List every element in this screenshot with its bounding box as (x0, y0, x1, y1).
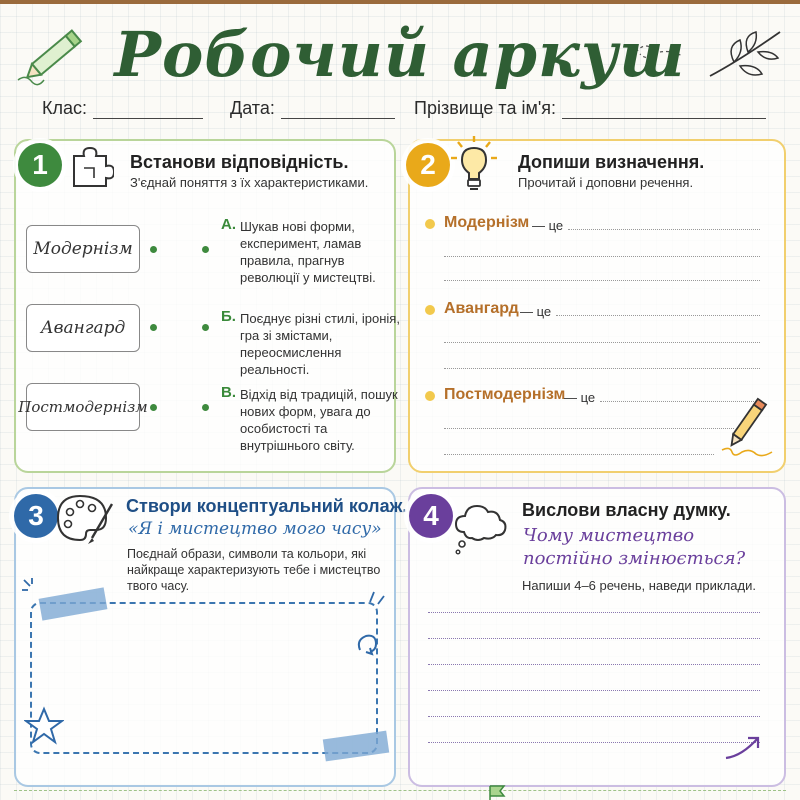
date-line[interactable] (281, 101, 395, 119)
option-text-a: Шукав нові форми, експеримент, ламав правила, прагнув революції у мистецтві. (240, 219, 376, 285)
name-label: Прізвище та ім'я: (414, 98, 557, 118)
answer-line[interactable] (444, 454, 714, 455)
lightbulb-icon (448, 134, 500, 194)
option-connector-dot[interactable] (202, 246, 209, 253)
answer-line[interactable] (568, 229, 760, 230)
term-connector-dot[interactable] (150, 324, 157, 331)
option-text-c: Відхід від традицій, пошук нових форм, увага до особистості та внутрішнього світу. (240, 387, 398, 453)
arrow-icon (354, 632, 382, 658)
header-fields (0, 98, 800, 122)
puzzle-icon (68, 146, 114, 188)
bullet-dot (425, 305, 435, 315)
collage-area[interactable] (30, 602, 378, 754)
writing-line[interactable] (428, 742, 760, 743)
definition-term-modernism: Модернізм (444, 214, 530, 231)
answer-line[interactable] (444, 256, 760, 257)
thought-cloud-icon (452, 498, 510, 558)
writing-line[interactable] (428, 612, 760, 613)
term-box-postmodernism[interactable]: Постмодернізм (26, 383, 140, 431)
sparkle-icon (20, 576, 42, 596)
name-field[interactable] (414, 98, 766, 119)
palette-icon (52, 490, 118, 550)
option-letter-c: В. (221, 384, 236, 401)
class-label: Клас: (42, 98, 87, 118)
task-number-badge: 4 (409, 494, 453, 538)
pencil-icon (716, 392, 782, 462)
answer-line[interactable] (444, 342, 760, 343)
definition-term-avantgarde: Авангард (444, 300, 519, 317)
star-icon (24, 706, 64, 746)
class-line[interactable] (93, 101, 203, 119)
name-line[interactable] (562, 101, 766, 119)
bottom-border (14, 790, 786, 800)
writing-line[interactable] (428, 716, 760, 717)
definition-suffix: — це (564, 390, 596, 405)
answer-line[interactable] (444, 428, 734, 429)
card2-title: Допиши визначення. (518, 152, 705, 172)
option-connector-dot[interactable] (202, 404, 209, 411)
answer-line[interactable] (444, 280, 760, 281)
class-field[interactable] (42, 98, 203, 119)
writing-line[interactable] (428, 638, 760, 639)
sparkle-icon (362, 586, 390, 608)
writing-line[interactable] (428, 690, 760, 691)
card4-question-line1: Чому мистецтво (523, 525, 695, 546)
task-number-badge: 3 (14, 494, 58, 538)
card4-title: Вислови власну думку. (522, 500, 731, 520)
term-box-avantgarde[interactable]: Авангард (26, 304, 140, 352)
task-number-badge: 1 (18, 143, 62, 187)
date-field[interactable] (230, 98, 395, 119)
term-connector-dot[interactable] (150, 404, 157, 411)
definition-term-postmodernism: Постмодернізм (444, 386, 566, 403)
option-text-b: Поєднує різні стилі, іронія, гра зі змістами, переосмислення реальності. (240, 311, 400, 377)
card4-instruction: Напиши 4–6 речень, наведи приклади. (522, 578, 756, 593)
card4-question-line2: постійно змінюється? (523, 548, 746, 569)
card3-subtitle: «Я і мистецтво мого часу» (128, 519, 382, 539)
card1-title: Встанови відповідність. (130, 152, 349, 172)
page-title: Робочий аркуш (114, 18, 686, 91)
definition-suffix: — це (520, 304, 552, 319)
bullet-dot (425, 391, 435, 401)
task-number-badge: 2 (406, 143, 450, 187)
flag-icon (486, 784, 510, 800)
term-box-modernism[interactable]: Модернізм (26, 225, 140, 273)
option-letter-b: Б. (221, 308, 236, 325)
date-label: Дата: (230, 98, 275, 118)
card3-title: Створи концептуальний колаж. (126, 496, 408, 516)
card3-description: Поєднай образи, символи та кольори, які найкраще характеризують тебе і мистецтво твого часу. (127, 547, 381, 593)
card2-subtitle: Прочитай і доповни речення. (518, 175, 694, 190)
card1-subtitle: З'єднай поняття з їх характеристиками. (130, 175, 369, 190)
arrow-icon (722, 730, 768, 764)
option-letter-a: А. (221, 216, 236, 233)
bullet-dot (425, 219, 435, 229)
term-connector-dot[interactable] (150, 246, 157, 253)
top-border (0, 0, 800, 4)
definition-suffix: — це (532, 218, 564, 233)
answer-line[interactable] (556, 315, 760, 316)
option-connector-dot[interactable] (202, 324, 209, 331)
answer-line[interactable] (444, 368, 760, 369)
writing-line[interactable] (428, 664, 760, 665)
